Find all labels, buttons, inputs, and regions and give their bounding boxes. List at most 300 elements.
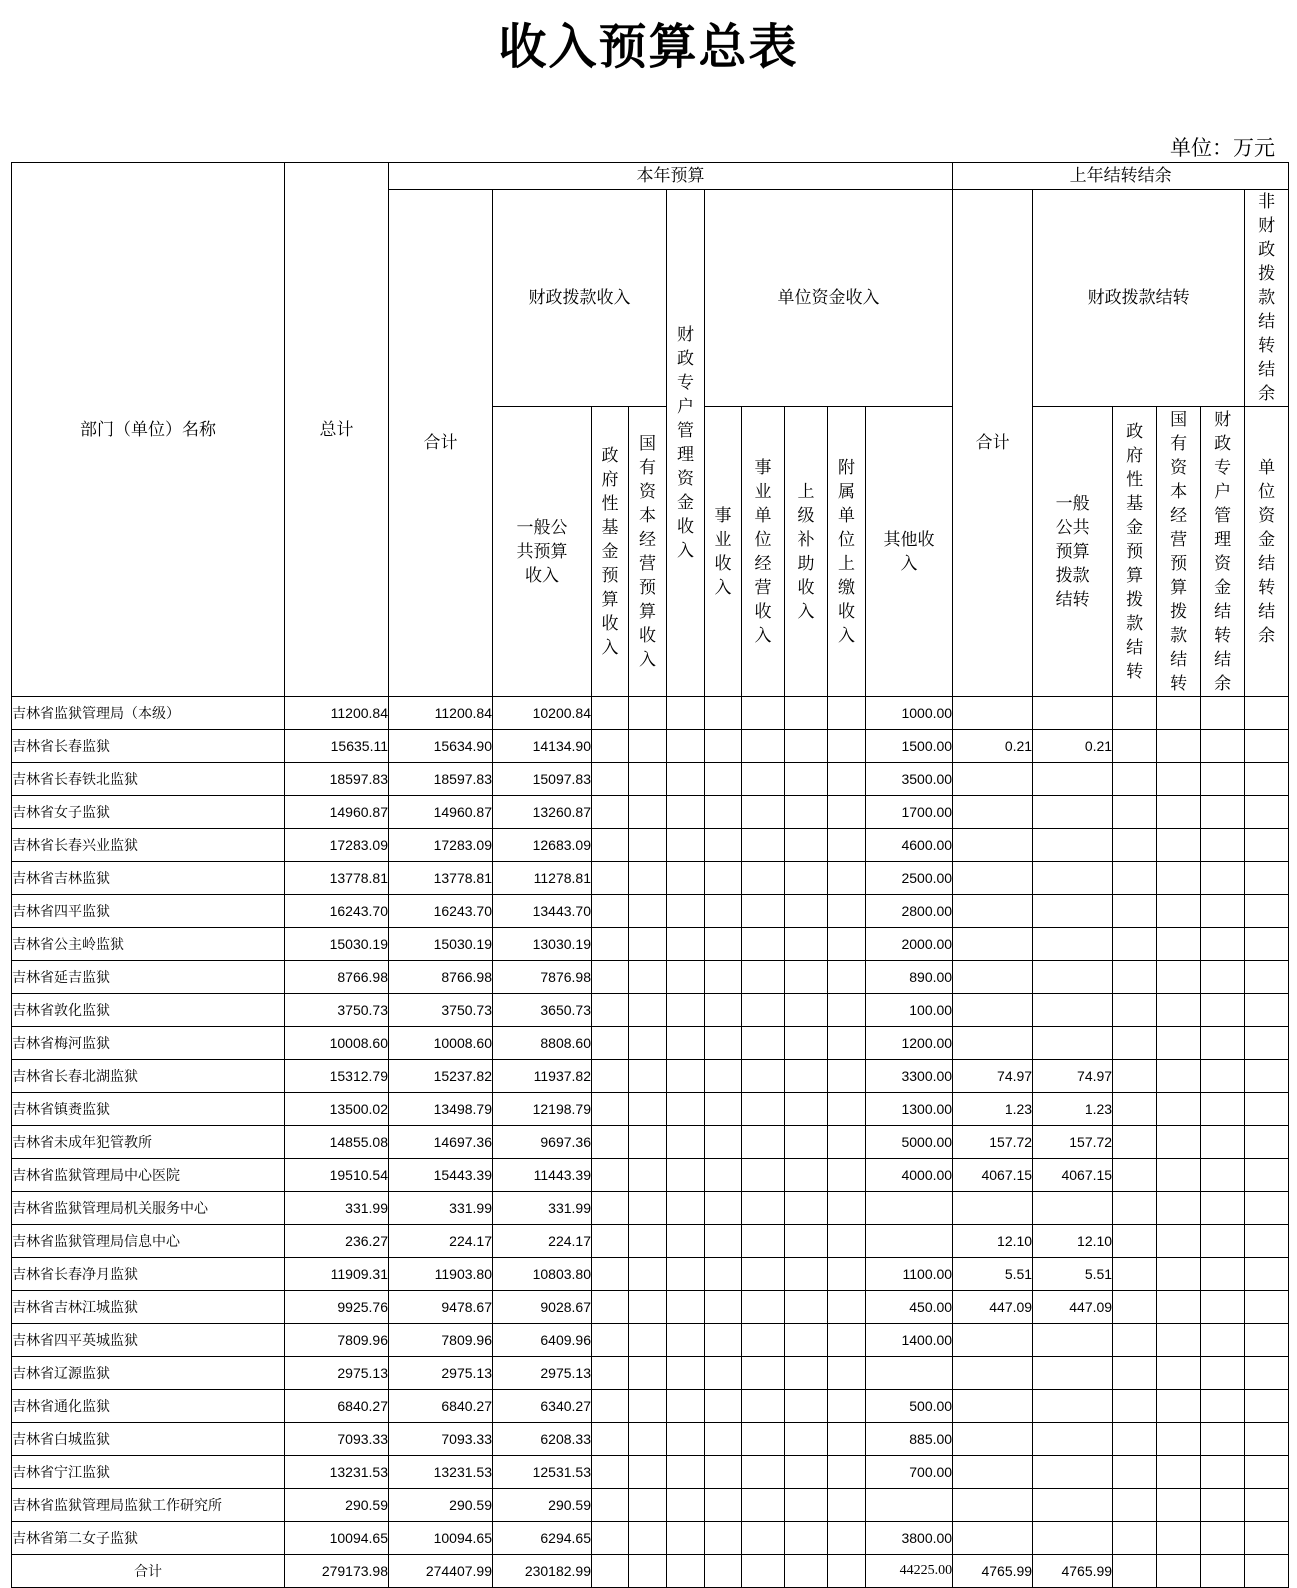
row-cell: 10094.65	[389, 1522, 493, 1555]
row-cell	[1113, 1093, 1157, 1126]
row-cell: 700.00	[866, 1456, 953, 1489]
row-cell	[667, 895, 705, 928]
table-row	[12, 1456, 1289, 1489]
row-cell	[953, 1027, 1033, 1060]
row-cell: 11200.84	[285, 697, 389, 730]
row-cell	[1157, 1423, 1201, 1456]
row-cell	[705, 763, 742, 796]
header-ly-sum: 合计	[953, 190, 1033, 697]
row-cell	[785, 1093, 828, 1126]
row-cell: 12531.53	[493, 1456, 592, 1489]
table-row	[12, 895, 1289, 928]
table-row	[12, 1423, 1289, 1456]
row-cell	[705, 1093, 742, 1126]
row-cell	[1201, 1192, 1245, 1225]
row-cell	[629, 928, 667, 961]
row-cell: 10803.80	[493, 1258, 592, 1291]
row-cell	[705, 730, 742, 763]
row-cell	[1113, 1258, 1157, 1291]
row-cell	[1033, 763, 1113, 796]
row-cell	[1201, 961, 1245, 994]
row-cell: 14960.87	[389, 796, 493, 829]
row-cell	[742, 1423, 785, 1456]
row-cell	[629, 895, 667, 928]
row-cell	[1245, 1093, 1289, 1126]
row-cell	[1245, 1060, 1289, 1093]
total-cell	[667, 1555, 705, 1588]
row-cell	[592, 961, 629, 994]
header-biz-ops: 事业单位经营收入	[742, 407, 785, 697]
row-cell	[953, 796, 1033, 829]
table-row	[12, 1489, 1289, 1522]
row-cell	[705, 1192, 742, 1225]
row-cell	[1113, 1159, 1157, 1192]
row-cell	[592, 862, 629, 895]
row-cell	[742, 1192, 785, 1225]
row-cell	[1201, 1027, 1245, 1060]
row-cell	[742, 1456, 785, 1489]
row-cell: 8766.98	[389, 961, 493, 994]
row-cell: 19510.54	[285, 1159, 389, 1192]
budget-table	[11, 162, 1289, 1588]
row-cell	[953, 862, 1033, 895]
row-cell	[1113, 1291, 1157, 1324]
row-cell	[592, 763, 629, 796]
row-dept-name: 吉林省镇赉监狱	[12, 1093, 285, 1126]
row-cell	[1245, 796, 1289, 829]
row-cell	[592, 1390, 629, 1423]
row-cell: 6208.33	[493, 1423, 592, 1456]
row-cell	[1201, 1126, 1245, 1159]
row-cell: 3750.73	[389, 994, 493, 1027]
table-row	[12, 928, 1289, 961]
row-cell	[785, 1390, 828, 1423]
row-cell: 3500.00	[866, 763, 953, 796]
total-cell	[785, 1555, 828, 1588]
row-cell	[1157, 1027, 1201, 1060]
row-cell	[1201, 1522, 1245, 1555]
row-cell: 6340.27	[493, 1390, 592, 1423]
row-cell	[705, 1357, 742, 1390]
row-cell	[1201, 829, 1245, 862]
row-cell: 15237.82	[389, 1060, 493, 1093]
row-cell	[705, 1225, 742, 1258]
row-cell: 74.97	[953, 1060, 1033, 1093]
row-cell: 18597.83	[285, 763, 389, 796]
row-cell: 11909.31	[285, 1258, 389, 1291]
row-cell	[1201, 862, 1245, 895]
row-cell	[667, 763, 705, 796]
row-dept-name: 吉林省长春铁北监狱	[12, 763, 285, 796]
row-cell	[705, 1489, 742, 1522]
row-cell: 6840.27	[285, 1390, 389, 1423]
row-cell	[1113, 961, 1157, 994]
row-cell	[1157, 1126, 1201, 1159]
row-dept-name: 吉林省女子监狱	[12, 796, 285, 829]
row-cell	[742, 1357, 785, 1390]
row-cell	[667, 1324, 705, 1357]
row-cell: 2500.00	[866, 862, 953, 895]
row-cell	[592, 1060, 629, 1093]
row-cell	[1113, 730, 1157, 763]
row-cell	[785, 928, 828, 961]
row-cell	[1113, 895, 1157, 928]
row-cell: 15097.83	[493, 763, 592, 796]
row-cell	[667, 1126, 705, 1159]
row-cell	[953, 1192, 1033, 1225]
table-row	[12, 1225, 1289, 1258]
row-cell	[667, 1423, 705, 1456]
row-cell	[742, 796, 785, 829]
row-cell	[1245, 928, 1289, 961]
row-cell	[592, 1489, 629, 1522]
row-cell	[1157, 1060, 1201, 1093]
row-cell	[629, 1522, 667, 1555]
row-cell: 14855.08	[285, 1126, 389, 1159]
row-cell	[1157, 829, 1201, 862]
row-cell	[1201, 994, 1245, 1027]
row-cell	[629, 1093, 667, 1126]
row-cell	[742, 829, 785, 862]
total-cell: 279173.98	[285, 1555, 389, 1588]
row-cell: 2800.00	[866, 895, 953, 928]
row-cell	[1245, 994, 1289, 1027]
row-dept-name: 吉林省监狱管理局信息中心	[12, 1225, 285, 1258]
row-cell: 17283.09	[389, 829, 493, 862]
row-cell	[1157, 1258, 1201, 1291]
row-cell	[705, 1324, 742, 1357]
row-cell	[828, 1159, 866, 1192]
total-cell: 230182.99	[493, 1555, 592, 1588]
row-cell	[1113, 1390, 1157, 1423]
row-cell: 6840.27	[389, 1390, 493, 1423]
total-cell	[1245, 1555, 1289, 1588]
row-cell	[1033, 1390, 1113, 1423]
row-cell	[1245, 1390, 1289, 1423]
row-cell	[667, 796, 705, 829]
row-dept-name: 吉林省吉林江城监狱	[12, 1291, 285, 1324]
row-cell	[1201, 796, 1245, 829]
row-cell	[1245, 697, 1289, 730]
row-cell	[1113, 1027, 1157, 1060]
row-cell	[1157, 796, 1201, 829]
row-cell	[828, 1324, 866, 1357]
row-cell	[1033, 1456, 1113, 1489]
row-cell	[1245, 1489, 1289, 1522]
row-cell: 12683.09	[493, 829, 592, 862]
row-cell: 4600.00	[866, 829, 953, 862]
row-cell	[592, 1225, 629, 1258]
row-cell	[1113, 763, 1157, 796]
header-cy-sum: 合计	[389, 190, 493, 697]
table-row	[12, 1060, 1289, 1093]
row-cell: 11443.39	[493, 1159, 592, 1192]
row-cell	[1113, 1423, 1157, 1456]
header-ly-general: 一般公共预算拨款结转	[1033, 407, 1113, 697]
row-cell: 12.10	[953, 1225, 1033, 1258]
row-cell	[1201, 1291, 1245, 1324]
row-cell	[667, 730, 705, 763]
row-cell	[667, 1225, 705, 1258]
table-row	[12, 763, 1289, 796]
header-ly-special: 财政专户管理资金结转结余	[1201, 407, 1245, 697]
row-dept-name: 吉林省长春净月监狱	[12, 1258, 285, 1291]
row-cell	[1201, 1357, 1245, 1390]
row-cell	[742, 895, 785, 928]
total-cell	[1157, 1555, 1201, 1588]
row-cell: 10200.84	[493, 697, 592, 730]
row-cell	[1113, 1225, 1157, 1258]
row-cell: 1100.00	[866, 1258, 953, 1291]
row-cell: 6294.65	[493, 1522, 592, 1555]
row-cell: 11278.81	[493, 862, 592, 895]
row-cell	[1245, 1522, 1289, 1555]
row-cell: 4000.00	[866, 1159, 953, 1192]
row-cell	[705, 1522, 742, 1555]
row-dept-name: 吉林省白城监狱	[12, 1423, 285, 1456]
row-cell	[1157, 1192, 1201, 1225]
row-cell: 9028.67	[493, 1291, 592, 1324]
row-cell	[953, 961, 1033, 994]
row-cell	[1157, 1390, 1201, 1423]
row-cell: 7809.96	[285, 1324, 389, 1357]
total-cell	[629, 1555, 667, 1588]
row-cell: 4067.15	[1033, 1159, 1113, 1192]
row-cell	[785, 1258, 828, 1291]
table-row	[12, 1258, 1289, 1291]
row-cell	[828, 1192, 866, 1225]
row-cell	[785, 1423, 828, 1456]
row-cell	[785, 961, 828, 994]
row-cell	[828, 1225, 866, 1258]
row-cell	[742, 1159, 785, 1192]
row-cell	[1245, 763, 1289, 796]
row-dept-name: 吉林省长春监狱	[12, 730, 285, 763]
row-dept-name: 吉林省辽源监狱	[12, 1357, 285, 1390]
row-cell	[1201, 763, 1245, 796]
row-cell	[629, 763, 667, 796]
total-cell	[592, 1555, 629, 1588]
row-cell: 7809.96	[389, 1324, 493, 1357]
total-cell	[1113, 1555, 1157, 1588]
row-cell	[785, 1456, 828, 1489]
row-cell	[592, 994, 629, 1027]
header-other: 其他收入	[866, 407, 953, 697]
row-cell	[953, 1456, 1033, 1489]
table-row	[12, 1522, 1289, 1555]
row-cell: 290.59	[389, 1489, 493, 1522]
row-cell: 16243.70	[285, 895, 389, 928]
row-cell	[1157, 697, 1201, 730]
row-cell	[785, 1027, 828, 1060]
row-cell: 13778.81	[389, 862, 493, 895]
total-cell: 274407.99	[389, 1555, 493, 1588]
row-cell: 1.23	[953, 1093, 1033, 1126]
row-cell	[742, 697, 785, 730]
header-last-year: 上年结转结余	[953, 163, 1289, 190]
total-cell: 44225.00	[866, 1555, 953, 1588]
row-cell: 224.17	[389, 1225, 493, 1258]
row-cell	[742, 862, 785, 895]
row-cell	[1245, 862, 1289, 895]
row-cell: 5.51	[1033, 1258, 1113, 1291]
row-cell: 3800.00	[866, 1522, 953, 1555]
header-ly-unit: 单位资金结转结余	[1245, 407, 1289, 697]
row-cell	[1033, 1027, 1113, 1060]
row-cell	[667, 1357, 705, 1390]
row-cell	[785, 895, 828, 928]
row-cell	[629, 1258, 667, 1291]
row-cell	[629, 1159, 667, 1192]
row-cell: 1.23	[1033, 1093, 1113, 1126]
row-cell	[828, 730, 866, 763]
row-cell	[667, 697, 705, 730]
row-cell	[1201, 928, 1245, 961]
row-cell	[828, 1126, 866, 1159]
row-cell	[667, 829, 705, 862]
row-cell: 100.00	[866, 994, 953, 1027]
row-cell	[1033, 1489, 1113, 1522]
row-cell: 2000.00	[866, 928, 953, 961]
row-cell	[1113, 1192, 1157, 1225]
row-cell	[1113, 994, 1157, 1027]
row-cell	[705, 1027, 742, 1060]
row-cell	[592, 1093, 629, 1126]
row-cell	[1157, 895, 1201, 928]
row-cell	[1157, 862, 1201, 895]
total-cell: 4765.99	[1033, 1555, 1113, 1588]
row-cell	[785, 796, 828, 829]
row-cell	[667, 1027, 705, 1060]
row-cell: 236.27	[285, 1225, 389, 1258]
row-cell	[592, 730, 629, 763]
row-dept-name: 吉林省四平英城监狱	[12, 1324, 285, 1357]
row-cell: 13498.79	[389, 1093, 493, 1126]
row-cell	[705, 1423, 742, 1456]
row-cell	[953, 1423, 1033, 1456]
header-fiscal-carry: 财政拨款结转	[1033, 190, 1245, 407]
row-cell	[705, 1126, 742, 1159]
row-cell	[1113, 1489, 1157, 1522]
row-cell	[1245, 1159, 1289, 1192]
row-cell	[785, 730, 828, 763]
row-dept-name: 吉林省四平监狱	[12, 895, 285, 928]
row-cell: 3650.73	[493, 994, 592, 1027]
row-cell	[667, 1192, 705, 1225]
row-dept-name: 吉林省延吉监狱	[12, 961, 285, 994]
row-cell	[785, 829, 828, 862]
row-cell	[1201, 1258, 1245, 1291]
row-cell	[705, 994, 742, 1027]
row-cell	[1033, 829, 1113, 862]
row-cell	[1201, 1489, 1245, 1522]
row-cell: 1400.00	[866, 1324, 953, 1357]
row-dept-name: 吉林省公主岭监狱	[12, 928, 285, 961]
row-cell	[592, 1357, 629, 1390]
row-cell: 10094.65	[285, 1522, 389, 1555]
row-cell	[785, 1159, 828, 1192]
table-body	[12, 697, 1289, 1588]
row-cell	[1113, 697, 1157, 730]
row-cell: 7876.98	[493, 961, 592, 994]
row-dept-name: 吉林省监狱管理局监狱工作研究所	[12, 1489, 285, 1522]
row-cell	[1113, 1456, 1157, 1489]
row-cell	[785, 862, 828, 895]
row-cell	[866, 1489, 953, 1522]
row-cell	[828, 1060, 866, 1093]
row-cell	[828, 928, 866, 961]
row-cell	[705, 1291, 742, 1324]
row-cell	[828, 1456, 866, 1489]
row-cell	[1033, 994, 1113, 1027]
row-cell	[667, 1093, 705, 1126]
row-cell	[1033, 1324, 1113, 1357]
row-cell	[785, 1489, 828, 1522]
header-state-capital: 国有资本经营预算收入	[629, 407, 667, 697]
row-cell: 157.72	[953, 1126, 1033, 1159]
table-row	[12, 1126, 1289, 1159]
row-cell	[953, 895, 1033, 928]
row-cell	[705, 697, 742, 730]
table-row	[12, 697, 1289, 730]
row-cell	[953, 928, 1033, 961]
row-cell	[592, 895, 629, 928]
row-cell	[1033, 961, 1113, 994]
row-cell: 290.59	[285, 1489, 389, 1522]
header-affiliated: 附属单位上缴收入	[828, 407, 866, 697]
row-cell	[592, 1192, 629, 1225]
row-cell	[629, 862, 667, 895]
row-cell: 11200.84	[389, 697, 493, 730]
row-cell	[705, 796, 742, 829]
table-row	[12, 1291, 1289, 1324]
row-cell: 8808.60	[493, 1027, 592, 1060]
row-cell: 3300.00	[866, 1060, 953, 1093]
row-cell: 1200.00	[866, 1027, 953, 1060]
row-cell	[742, 1489, 785, 1522]
row-cell: 15634.90	[389, 730, 493, 763]
row-cell	[629, 829, 667, 862]
row-cell	[629, 1126, 667, 1159]
row-cell	[742, 961, 785, 994]
row-cell	[1245, 1291, 1289, 1324]
row-cell	[1157, 928, 1201, 961]
row-cell: 13260.87	[493, 796, 592, 829]
row-cell	[705, 1258, 742, 1291]
row-cell	[785, 1291, 828, 1324]
row-cell	[1157, 1489, 1201, 1522]
row-cell: 157.72	[1033, 1126, 1113, 1159]
row-cell: 890.00	[866, 961, 953, 994]
row-cell: 13030.19	[493, 928, 592, 961]
row-cell	[1201, 1456, 1245, 1489]
row-cell: 9925.76	[285, 1291, 389, 1324]
table-row	[12, 1390, 1289, 1423]
row-cell	[667, 1060, 705, 1093]
row-cell	[828, 862, 866, 895]
row-cell: 14960.87	[285, 796, 389, 829]
row-cell	[785, 763, 828, 796]
row-cell: 290.59	[493, 1489, 592, 1522]
table-row	[12, 862, 1289, 895]
row-cell	[629, 1324, 667, 1357]
row-dept-name: 吉林省梅河监狱	[12, 1027, 285, 1060]
table-row	[12, 1159, 1289, 1192]
row-cell	[828, 1489, 866, 1522]
row-cell	[1245, 1192, 1289, 1225]
row-dept-name: 吉林省第二女子监狱	[12, 1522, 285, 1555]
row-cell	[1033, 1357, 1113, 1390]
